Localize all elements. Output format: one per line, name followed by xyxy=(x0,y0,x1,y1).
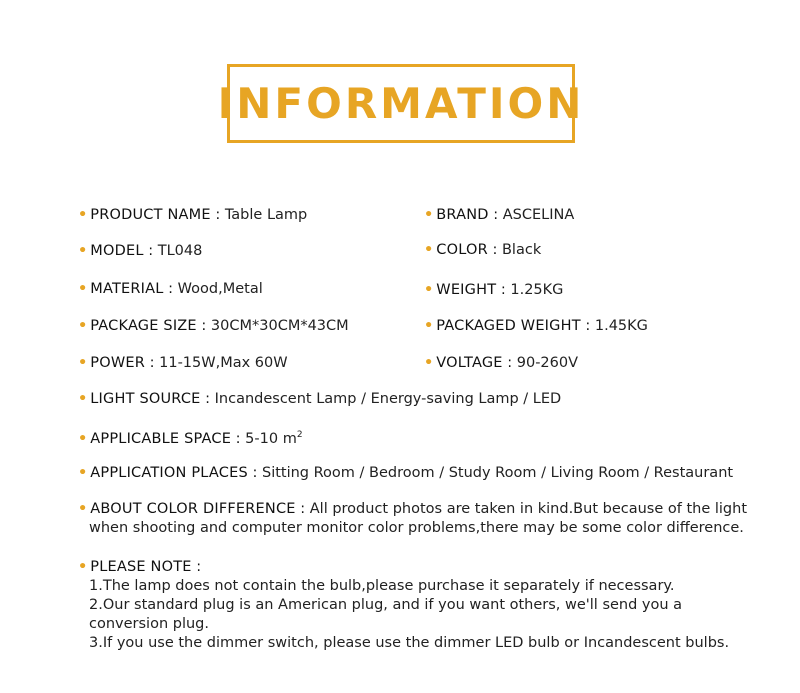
spec-packaged-weight: • PACKAGED WEIGHT : 1.45KG xyxy=(424,318,648,334)
bullet-icon: • xyxy=(78,281,88,297)
please-note-line-1: 1.The lamp does not contain the bulb,please purchase it separately if necessary. xyxy=(89,578,675,594)
please-note-heading: • PLEASE NOTE : xyxy=(78,559,202,575)
spec-light-source: • LIGHT SOURCE : Incandescent Lamp / Energy-saving Lamp / LED xyxy=(78,391,562,407)
spec-applicable-space: • APPLICABLE SPACE : 5-10 $m^2$ xyxy=(78,430,303,447)
spec-application-places: • APPLICATION PLACES : Sitting Room / Bedroom / Study Room / Living Room / Restaurant xyxy=(78,465,734,481)
spec-voltage: • VOLTAGE : 90-260V xyxy=(424,355,579,371)
spec-weight: • WEIGHT : 1.25KG xyxy=(424,282,564,298)
bullet-icon: • xyxy=(78,318,88,334)
bullet-icon: • xyxy=(78,243,88,259)
bullet-icon: • xyxy=(78,355,88,371)
bullet-icon: • xyxy=(78,465,88,481)
bullet-icon: • xyxy=(78,391,88,407)
information-title: INFORMATION xyxy=(217,79,585,128)
spec-model: • MODEL : TL048 xyxy=(78,243,203,259)
color-difference-line1: • ABOUT COLOR DIFFERENCE : All product photos are taken in kind.But because of the light xyxy=(78,501,748,517)
information-title-box xyxy=(217,64,585,143)
spec-color: • COLOR : Black xyxy=(424,242,542,258)
please-note-line-4: 3.If you use the dimmer switch, please use the dimmer LED bulb or Incandescent bulbs. xyxy=(89,635,730,651)
bullet-icon: • xyxy=(78,430,88,447)
bullet-icon: • xyxy=(78,559,88,575)
bullet-icon: • xyxy=(424,282,434,298)
spec-material: • MATERIAL : Wood,Metal xyxy=(78,281,263,297)
please-note-line-3: conversion plug. xyxy=(89,616,209,632)
bullet-icon: • xyxy=(78,501,88,517)
spec-package-size: • PACKAGE SIZE : 30CM*30CM*43CM xyxy=(78,318,349,334)
superscript: 2 xyxy=(296,430,303,440)
spec-power: • POWER : 11-15W,Max 60W xyxy=(78,355,288,371)
bullet-icon: • xyxy=(424,318,434,334)
color-difference-line2: when shooting and computer monitor color problems,there may be some color difference. xyxy=(89,520,744,536)
spec-product-name: • PRODUCT NAME : Table Lamp xyxy=(78,207,308,223)
bullet-icon: • xyxy=(78,207,88,223)
spec-brand: • BRAND : ASCELINA xyxy=(424,207,575,223)
bullet-icon: • xyxy=(424,355,434,371)
bullet-icon: • xyxy=(424,207,434,223)
bullet-icon: • xyxy=(424,242,434,258)
please-note-line-2: 2.Our standard plug is an American plug, and if you want others, we'll send you a xyxy=(89,597,683,613)
